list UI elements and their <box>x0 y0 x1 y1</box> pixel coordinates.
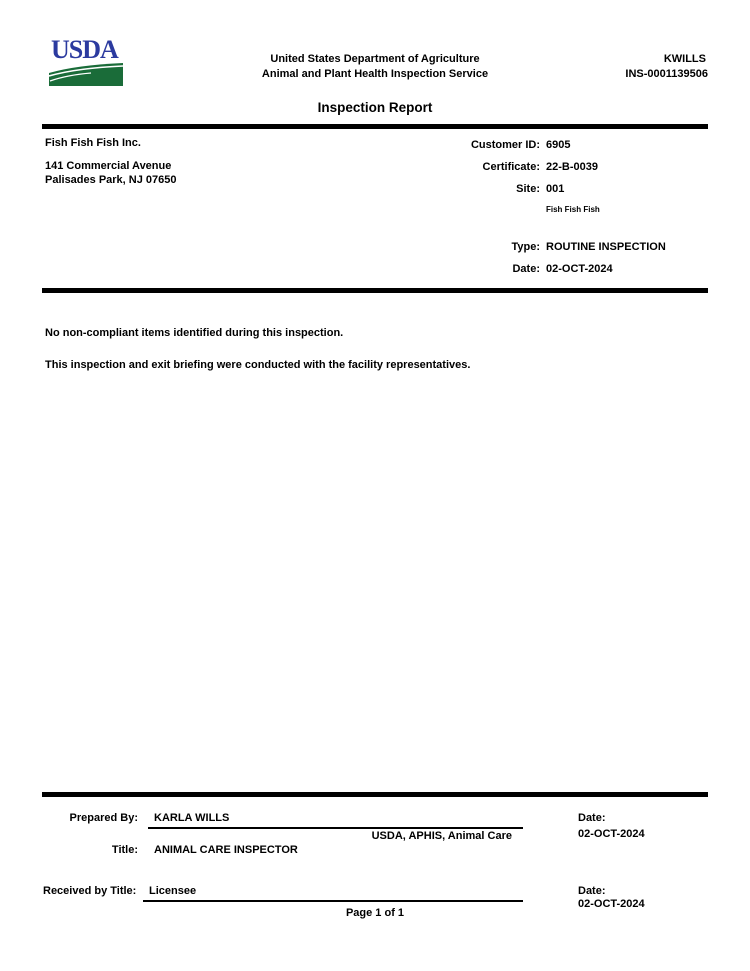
site-label: Site: <box>516 183 540 195</box>
inspector-code: KWILLS <box>663 53 706 65</box>
licensee-address-line1: 141 Commercial Avenue <box>45 160 172 172</box>
certificate-value: 22-B-0039 <box>546 161 598 173</box>
customer-id-value: 6905 <box>546 139 571 151</box>
usda-logo-text: USDA <box>51 35 118 64</box>
inspection-date-label: Date: <box>512 263 540 275</box>
site-name: Fish Fish Fish <box>546 205 600 214</box>
received-by-signature: Licensee <box>149 885 197 897</box>
divider-bottom <box>42 792 708 797</box>
agency-name-line2: Animal and Plant Health Inspection Service <box>261 68 489 80</box>
prepared-by-label: Prepared By: <box>69 812 138 824</box>
finding-paragraph: No non-compliant items identified during this inspection. <box>45 327 344 339</box>
report-number: INS-0001139506 <box>625 68 708 80</box>
inspection-type-label: Type: <box>511 241 540 253</box>
received-by-underline <box>143 884 523 902</box>
received-date-label: Date: <box>578 885 606 897</box>
received-by-label: Received by Title: <box>43 885 137 897</box>
licensee-address-line2: Palisades Park, NJ 07650 <box>45 174 177 186</box>
page-number: Page 1 of 1 <box>345 907 405 919</box>
divider-top <box>42 124 708 129</box>
exit-briefing-paragraph: This inspection and exit briefing were conducted with the facility representatives. <box>45 359 471 371</box>
prepared-date-label: Date: <box>578 812 606 824</box>
inspection-type-value: ROUTINE INSPECTION <box>546 241 666 253</box>
customer-id-label: Customer ID: <box>470 139 540 151</box>
prepared-by-signature: KARLA WILLS <box>154 812 230 824</box>
agency-name-line1: United States Department of Agriculture <box>270 53 480 65</box>
site-value: 001 <box>546 183 565 195</box>
licensee-name: Fish Fish Fish Inc. <box>45 137 141 149</box>
prepared-by-org: USDA, APHIS, Animal Care <box>371 830 512 842</box>
certificate-label: Certificate: <box>482 161 540 173</box>
inspection-date-value: 02-OCT-2024 <box>546 263 613 275</box>
received-date-value: 02-OCT-2024 <box>578 898 645 910</box>
title-label: Title: <box>111 844 138 856</box>
prepared-date-value: 02-OCT-2024 <box>578 828 645 840</box>
report-title: Inspection Report <box>317 100 433 115</box>
title-value: ANIMAL CARE INSPECTOR <box>154 844 298 856</box>
divider-middle <box>42 288 708 293</box>
